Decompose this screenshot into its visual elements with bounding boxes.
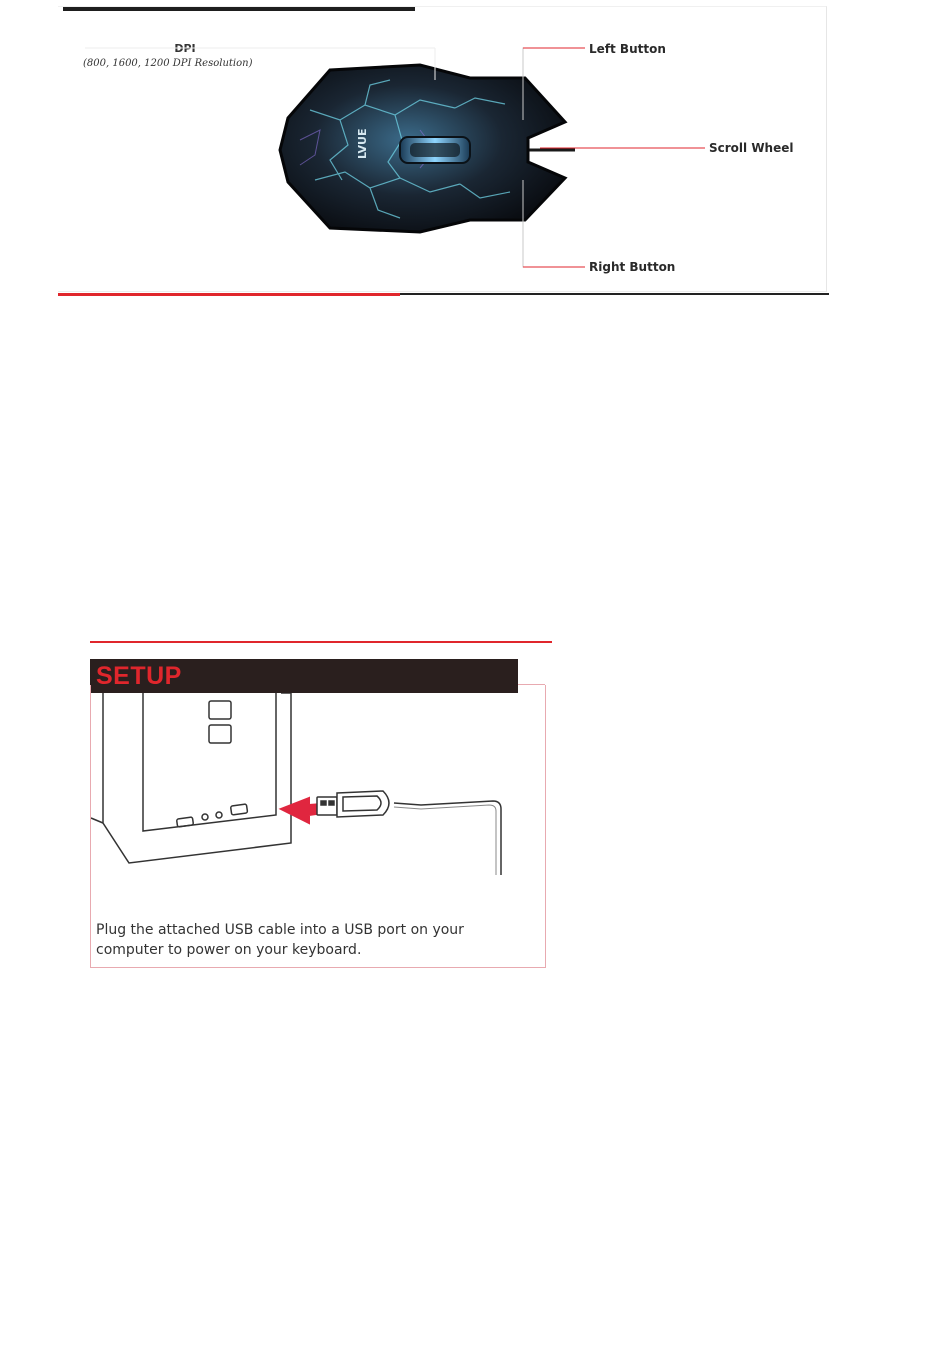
usb-plug-illustration — [91, 693, 531, 893]
setup-instruction-line-2: computer to power on your keyboard. — [96, 942, 362, 958]
setup-title: SETUP — [96, 662, 182, 690]
scroll-wheel-label: Scroll Wheel — [709, 141, 794, 155]
setup-frame-top-right — [518, 684, 545, 685]
setup-top-rule — [90, 641, 552, 643]
dpi-label: DPI — [174, 42, 196, 55]
right-button-label: Right Button — [589, 260, 676, 274]
setup-instruction-line-1: Plug the attached USB cable into a USB port on your — [96, 922, 464, 938]
callout-lines — [0, 0, 950, 300]
dpi-resolution-label: (800, 1600, 1200 DPI Resolution) — [83, 58, 253, 69]
left-button-label: Left Button — [589, 42, 666, 56]
mouse-logo: LVUE — [356, 128, 369, 159]
